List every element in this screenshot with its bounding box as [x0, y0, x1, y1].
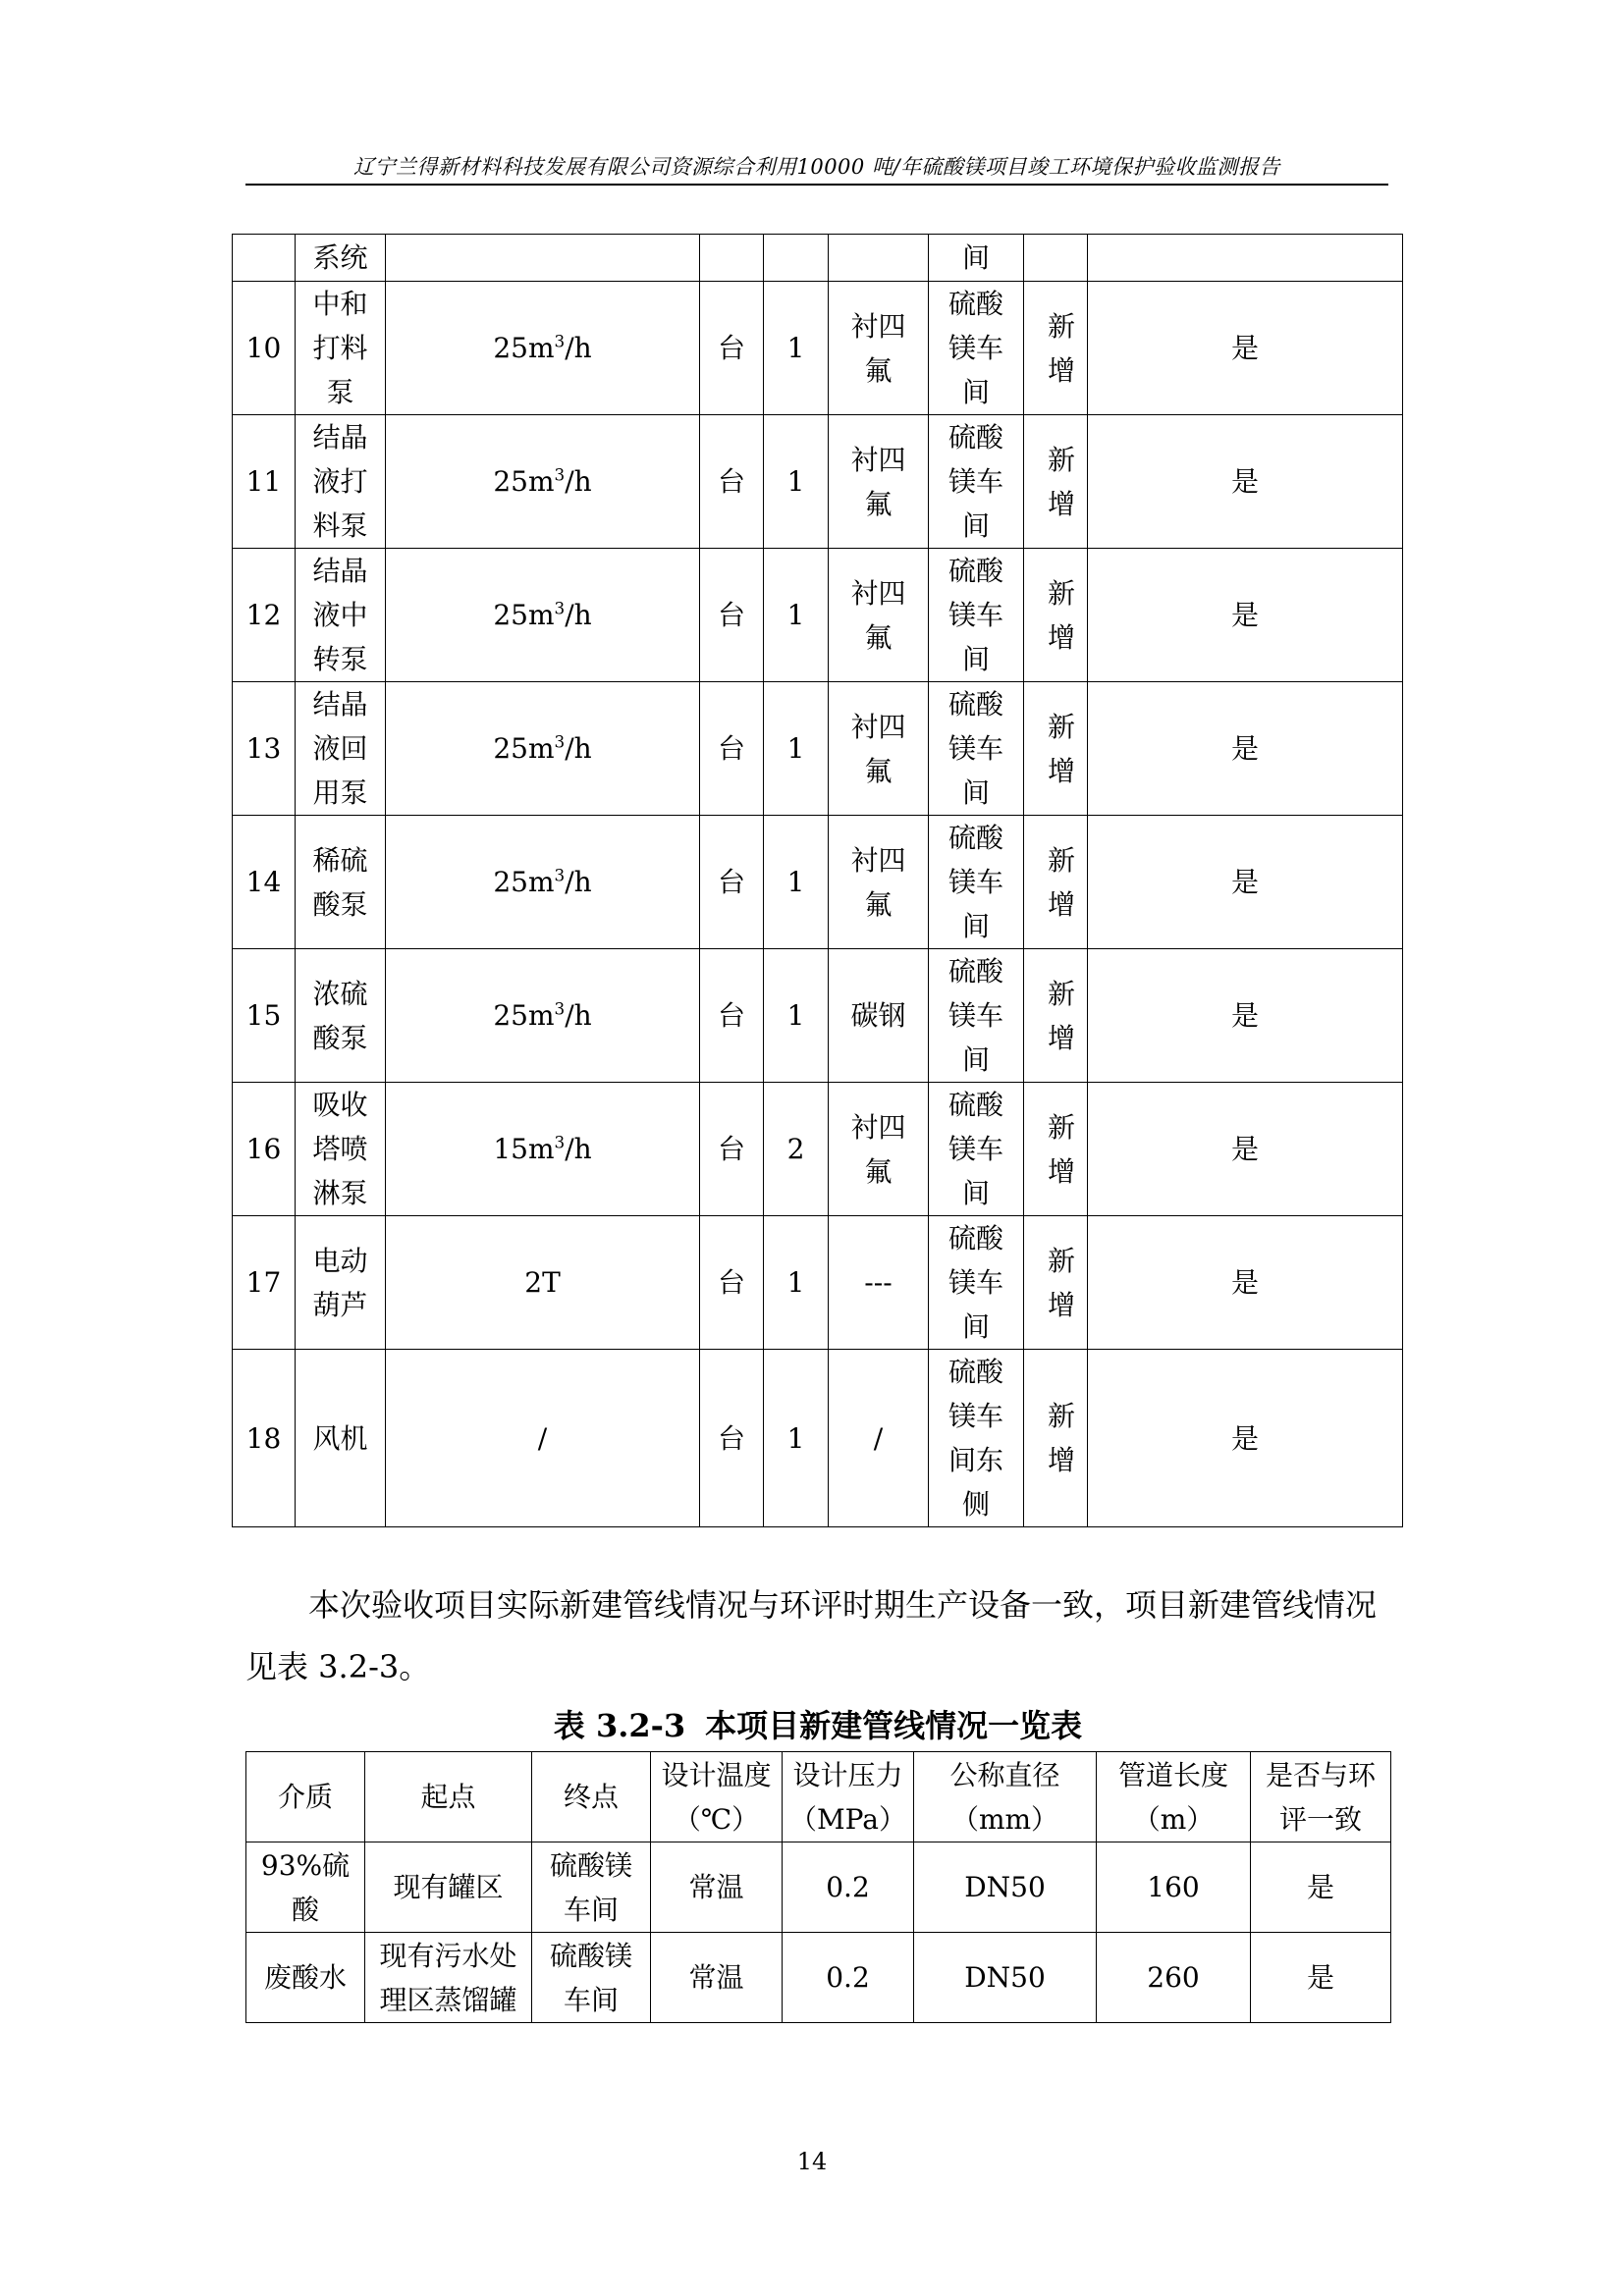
cell-spec	[386, 682, 700, 816]
spec-exponent: 3	[554, 998, 566, 1019]
cell-unit: 台	[700, 415, 764, 549]
cell-material: 衬四氟	[829, 1083, 929, 1216]
cell-material: 衬四氟	[829, 816, 929, 949]
cell-qty: 1	[764, 1350, 829, 1527]
column-header: 起点	[365, 1752, 532, 1842]
table-cell: 常温	[651, 1933, 783, 2023]
cell-consistent: 是	[1088, 1083, 1403, 1216]
cell-note: 新增	[1024, 549, 1088, 682]
cell-name: 吸收塔喷淋泵	[296, 1083, 386, 1216]
cell-spec	[386, 1350, 700, 1527]
cell-location: 硫酸镁车间	[929, 816, 1024, 949]
cell-consistent: 是	[1088, 949, 1403, 1083]
spec-unit: /h	[565, 1133, 592, 1165]
cell-note: 新增	[1024, 1350, 1088, 1527]
spec-value: 25m	[493, 465, 555, 498]
cell-spec	[386, 1216, 700, 1350]
spec-value: 25m	[493, 599, 555, 631]
cell-location: 硫酸镁车间东侧	[929, 1350, 1024, 1527]
cell-location: 硫酸镁车间	[929, 549, 1024, 682]
cell-no: 15	[233, 949, 296, 1083]
cell-note: 新增	[1024, 415, 1088, 549]
table-cell: 废酸水	[246, 1933, 365, 2023]
cell-unit: 台	[700, 816, 764, 949]
caption-number: 表 3.2-3	[553, 1707, 686, 1744]
cell-name: 中和打料泵	[296, 282, 386, 415]
table-row	[233, 415, 1403, 549]
column-header: 公称直径（mm）	[914, 1752, 1097, 1842]
cell-name: 浓硫酸泵	[296, 949, 386, 1083]
spec-value: 25m	[493, 866, 555, 898]
cell-consistent: 是	[1088, 816, 1403, 949]
cell-unit: 台	[700, 1350, 764, 1527]
spec-value: 25m	[493, 332, 555, 364]
table-cell: 93%硫酸	[246, 1842, 365, 1933]
column-header: 设计温度（℃）	[651, 1752, 783, 1842]
table-row	[233, 1350, 1403, 1527]
cell-material: 碳钢	[829, 949, 929, 1083]
cell-consistent: 是	[1088, 549, 1403, 682]
table-cell: 160	[1097, 1842, 1251, 1933]
spec-value: 2T	[524, 1266, 561, 1299]
column-header: 设计压力（MPa）	[783, 1752, 914, 1842]
cell-note: 新增	[1024, 816, 1088, 949]
cell-note: 新增	[1024, 282, 1088, 415]
column-header: 管道长度（m）	[1097, 1752, 1251, 1842]
cell-qty: 1	[764, 1216, 829, 1350]
table-cell: 0.2	[783, 1842, 914, 1933]
table-row	[233, 682, 1403, 816]
cell-location: 硫酸镁车间	[929, 1083, 1024, 1216]
cell-unit: 台	[700, 1083, 764, 1216]
table-caption	[245, 1701, 1390, 1746]
table-cell: DN50	[914, 1842, 1097, 1933]
cell-unit: 台	[700, 1216, 764, 1350]
cell-qty: 1	[764, 415, 829, 549]
cell-name: 结晶液中转泵	[296, 549, 386, 682]
column-header: 是否与环评一致	[1251, 1752, 1391, 1842]
column-header: 介质	[246, 1752, 365, 1842]
cell-material: 衬四氟	[829, 282, 929, 415]
header-rule	[245, 184, 1388, 186]
cell-name: 电动葫芦	[296, 1216, 386, 1350]
table-header-row	[246, 1752, 1391, 1842]
cell-location: 硫酸镁车间	[929, 949, 1024, 1083]
table-cell: 260	[1097, 1933, 1251, 2023]
cell-no: 10	[233, 282, 296, 415]
table-row	[246, 1933, 1391, 2023]
cell-qty: 1	[764, 949, 829, 1083]
cell-location: 间	[929, 235, 1024, 282]
spec-exponent: 3	[554, 1132, 566, 1152]
spec-exponent: 3	[554, 331, 566, 351]
cell-name: 系统	[296, 235, 386, 282]
cell-note: 新增	[1024, 949, 1088, 1083]
spec-value: 15m	[493, 1133, 555, 1165]
spec-exponent: 3	[554, 731, 566, 752]
table-cell: 常温	[651, 1842, 783, 1933]
cell-qty: 1	[764, 816, 829, 949]
spec-value: /	[537, 1421, 548, 1455]
cell-qty: 2	[764, 1083, 829, 1216]
table-cell: 是	[1251, 1933, 1391, 2023]
spec-value: 25m	[493, 732, 555, 765]
cell-qty: 1	[764, 549, 829, 682]
page-number: 14	[796, 2148, 828, 2175]
cell-name: 结晶液打料泵	[296, 415, 386, 549]
spec-unit: /h	[565, 599, 592, 631]
cell-note: 新增	[1024, 682, 1088, 816]
cell-material: ---	[829, 1216, 929, 1350]
cell-unit: 台	[700, 282, 764, 415]
cell-no: 18	[233, 1350, 296, 1527]
cell-no: 14	[233, 816, 296, 949]
table-row	[246, 1842, 1391, 1933]
cell-no: 13	[233, 682, 296, 816]
table-cell: 现有污水处理区蒸馏罐	[365, 1933, 532, 2023]
spec-unit: /h	[565, 465, 592, 498]
table-cell: 是	[1251, 1842, 1391, 1933]
cell-spec	[386, 282, 700, 415]
cell-spec	[386, 549, 700, 682]
cell-spec	[386, 1083, 700, 1216]
cell-no: 17	[233, 1216, 296, 1350]
cell-name: 结晶液回用泵	[296, 682, 386, 816]
cell-note: 新增	[1024, 1216, 1088, 1350]
spec-value: 25m	[493, 999, 555, 1032]
cell-consistent: 是	[1088, 682, 1403, 816]
page-header: 辽宁兰得新材料科技发展有限公司资源综合利用10000 吨/年硫酸镁项目竣工环境保护验收监测报告	[352, 155, 1281, 179]
cell-qty: 1	[764, 282, 829, 415]
spec-unit: /h	[565, 999, 592, 1032]
spec-unit: /h	[565, 732, 592, 765]
cell-consistent: 是	[1088, 282, 1403, 415]
cell-name: 风机	[296, 1350, 386, 1527]
spec-exponent: 3	[554, 598, 566, 618]
cell-note: 新增	[1024, 1083, 1088, 1216]
table-row	[233, 816, 1403, 949]
table-cell: 硫酸镁车间	[532, 1842, 651, 1933]
cell-no: 11	[233, 415, 296, 549]
cell-name: 稀硫酸泵	[296, 816, 386, 949]
spec-exponent: 3	[554, 865, 566, 885]
table-row	[233, 549, 1403, 682]
table-row	[233, 1083, 1403, 1216]
cell-location: 硫酸镁车间	[929, 1216, 1024, 1350]
table-row	[233, 235, 1403, 282]
body-paragraph: 本次验收项目实际新建管线情况与环评时期生产设备一致，项目新建管线情况见表 3.2-3。	[245, 1586, 1378, 1685]
cell-qty: 1	[764, 682, 829, 816]
table-cell: 现有罐区	[365, 1842, 532, 1933]
equipment-table	[232, 234, 1403, 1527]
cell-material: 衬四氟	[829, 549, 929, 682]
caption-title: 本项目新建管线情况一览表	[705, 1707, 1083, 1744]
cell-no: 16	[233, 1083, 296, 1216]
cell-spec	[386, 816, 700, 949]
cell-spec	[386, 949, 700, 1083]
cell-location: 硫酸镁车间	[929, 282, 1024, 415]
cell-consistent: 是	[1088, 1350, 1403, 1527]
table-row	[233, 1216, 1403, 1350]
cell-unit: 台	[700, 949, 764, 1083]
table-cell: 0.2	[783, 1933, 914, 2023]
cell-unit: 台	[700, 682, 764, 816]
table-row	[233, 282, 1403, 415]
spec-unit: /h	[565, 866, 592, 898]
table-cell: 硫酸镁车间	[532, 1933, 651, 2023]
table-row	[233, 949, 1403, 1083]
table-cell: DN50	[914, 1933, 1097, 2023]
cell-consistent: 是	[1088, 415, 1403, 549]
cell-spec	[386, 415, 700, 549]
cell-consistent: 是	[1088, 1216, 1403, 1350]
cell-location: 硫酸镁车间	[929, 682, 1024, 816]
cell-unit: 台	[700, 549, 764, 682]
cell-material: /	[829, 1350, 929, 1527]
cell-no: 12	[233, 549, 296, 682]
spec-exponent: 3	[554, 464, 566, 485]
spec-unit: /h	[565, 332, 592, 364]
cell-material: 衬四氟	[829, 682, 929, 816]
column-header: 终点	[532, 1752, 651, 1842]
cell-location: 硫酸镁车间	[929, 415, 1024, 549]
pipeline-table	[245, 1751, 1391, 2023]
cell-material: 衬四氟	[829, 415, 929, 549]
